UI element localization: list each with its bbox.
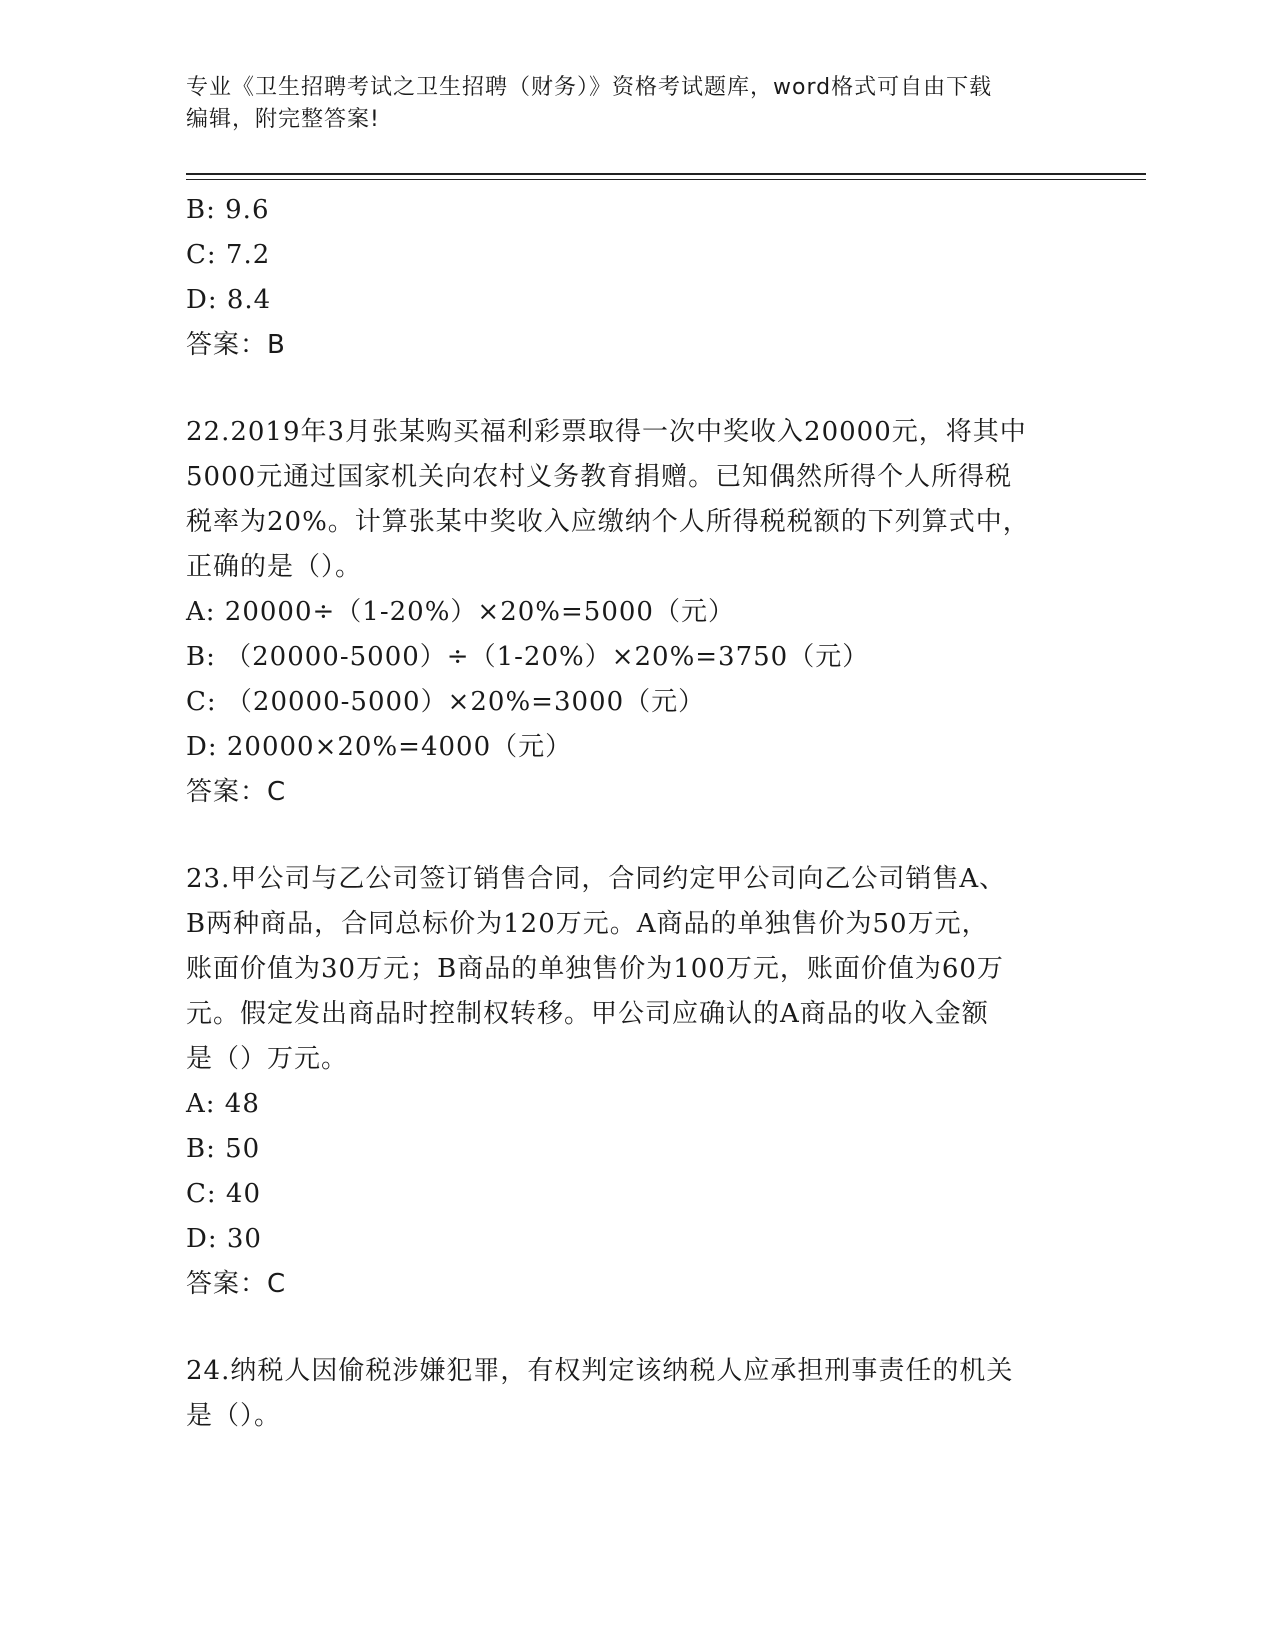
option-d: D: 30 [186, 1224, 262, 1254]
question-text-line: 正确的是（）。 [186, 552, 363, 582]
option-c: C: 7.2 [186, 240, 271, 270]
option-a: A: 48 [186, 1089, 260, 1119]
answer-line: 答案：C [186, 1269, 287, 1299]
question-text-line: 23.甲公司与乙公司签订销售合同，合同约定甲公司向乙公司销售A、 [186, 864, 1007, 894]
question-23 [186, 857, 1086, 1307]
header-line-2: 编辑，附完整答案! [186, 107, 380, 132]
question-text-line: 24.纳税人因偷税涉嫌犯罪，有权判定该纳税人应承担刑事责任的机关 [186, 1356, 1014, 1386]
previous-question-tail [186, 188, 1086, 368]
question-text-line: B两种商品，合同总标价为120万元。A商品的单独售价为50万元， [186, 909, 989, 939]
header-rule-thin [186, 179, 1146, 180]
option-a: A: 20000÷（1-20%）×20%=5000（元） [186, 597, 735, 627]
header-rule-thick [186, 173, 1146, 175]
option-c: C: （20000-5000）×20%=3000（元） [186, 687, 706, 717]
question-content [186, 188, 1086, 1439]
answer-line: 答案：B [186, 330, 286, 360]
question-text-line: 5000元通过国家机关向农村义务教育捐赠。已知偶然所得个人所得税 [186, 462, 1013, 492]
option-b: B: 9.6 [186, 195, 270, 225]
question-text-line: 元。假定发出商品时控制权转移。甲公司应确认的A商品的收入金额 [186, 999, 989, 1029]
option-b: B: 50 [186, 1134, 261, 1164]
question-text-line: 是（）。 [186, 1401, 282, 1431]
answer-line: 答案：C [186, 777, 287, 807]
question-text-line: 是（）万元。 [186, 1044, 349, 1074]
option-c: C: 40 [186, 1179, 262, 1209]
option-d: D: 8.4 [186, 285, 272, 315]
option-d: D: 20000×20%=4000（元） [186, 732, 573, 762]
question-text-line: 22.2019年3月张某购买福利彩票取得一次中奖收入20000元，将其中 [186, 417, 1027, 447]
question-text-line: 账面价值为30万元；B商品的单独售价为100万元，账面价值为60万 [186, 954, 1004, 984]
question-22 [186, 410, 1086, 815]
option-b: B: （20000-5000）÷（1-20%）×20%=3750（元） [186, 642, 870, 672]
question-text-line: 税率为20%。计算张某中奖收入应缴纳个人所得税税额的下列算式中， [186, 507, 1030, 537]
header-line-1: 专业《卫生招聘考试之卫生招聘（财务）》资格考试题库，word格式可自由下载 [186, 75, 993, 100]
document-header [186, 72, 1086, 136]
question-24 [186, 1349, 1086, 1439]
